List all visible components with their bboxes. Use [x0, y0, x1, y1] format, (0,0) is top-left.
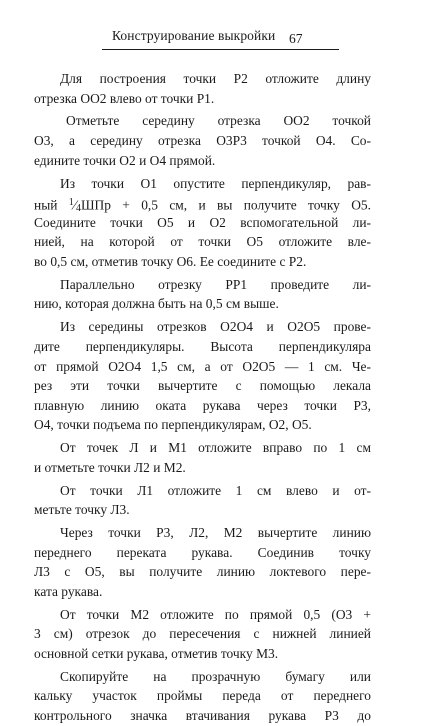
text-line: едините точки O2 и O4 прямой.: [34, 152, 216, 168]
text-line: дите перпендикуляры. Высота перпендикуляра: [34, 338, 371, 354]
text-line: Через точки P3, Л2, M2 вычертите линию: [60, 525, 371, 541]
section-title: Конструирование выкройки: [112, 28, 276, 43]
text-line: плавную линию оката рукава через точки P3,: [34, 397, 371, 413]
text-run: ный: [34, 197, 69, 213]
page-number: 67: [289, 31, 303, 46]
running-head: [0, 0, 426, 46]
text-line: контрольного значка втачивания рукава P3 до: [34, 708, 371, 724]
text-line: Параллельно отрезку PP1 проведите ли-: [60, 276, 371, 292]
text-line: метьте точку Л3.: [34, 502, 130, 518]
text-line: переднего переката рукава. Соединив точку: [34, 544, 371, 560]
text-line: От точки Л1 отложите 1 см влево и от-: [60, 482, 371, 498]
text-line: Скопируйте на прозрачную бумагу или: [60, 668, 371, 684]
body-text: [34, 69, 371, 726]
text-line: Л3 с O5, вы получите линию локтевого пере-: [34, 564, 371, 580]
text-line: 3 см) отрезок до пересечения с нижней линией: [34, 626, 371, 642]
fraction-slash: ⁄: [73, 197, 76, 213]
fraction-denominator: 4: [76, 203, 81, 215]
text-line: нию, которая должна быть на 0,5 см выше.: [34, 296, 279, 312]
text-line: [34, 193, 371, 213]
text-line: Для построения точки P2 отложите длину: [60, 71, 371, 86]
fraction-numerator: 1: [68, 197, 74, 209]
text-line: рез эти точки вычертите с помощью лекала: [34, 378, 371, 394]
text-line: от прямой O2O4 1,5 см, а от O2O5 — 1 см. Че-: [34, 358, 371, 374]
text-run: ШПр + 0,5 см, и вы получите точку O5.: [81, 197, 371, 213]
text-line: кальку участок проймы переда от переднего: [34, 688, 371, 704]
text-line: ката рукава.: [34, 583, 103, 599]
text-line: O3, а середину отрезка O3P3 точкой O4. Со-: [34, 133, 371, 149]
text-line: отрезка OO2 влево от точки P1.: [34, 90, 215, 106]
text-line: основной сетки рукава, отметив точку M3.: [34, 646, 279, 661]
text-line: и отметьте точки Л2 и M2.: [34, 459, 186, 475]
text-line: O4, точки подъема по перпендикулярам, O2, O5.: [34, 417, 312, 433]
text-line: От точки M2 отложите по прямой 0,5 (O3 +: [60, 606, 371, 622]
text-line: во 0,5 см, отметив точку O6. Ее соедините с P2.: [34, 253, 307, 269]
text-line: Соедините точки O5 и O2 вспомогательной ли-: [34, 214, 371, 230]
text-line: Из точки O1 опустите перпендикуляр, рав-: [60, 175, 371, 191]
text-line: Из середины отрезков O2O4 и O2O5 прове-: [60, 319, 371, 335]
text-line: нией, на которой от точки O5 отложите вле-: [34, 234, 371, 250]
text-line: От точек Л и M1 отложите вправо по 1 см: [60, 440, 371, 456]
text-line: Отметьте середину отрезка OO2 точкой: [66, 113, 371, 129]
header-rule: [102, 49, 339, 50]
